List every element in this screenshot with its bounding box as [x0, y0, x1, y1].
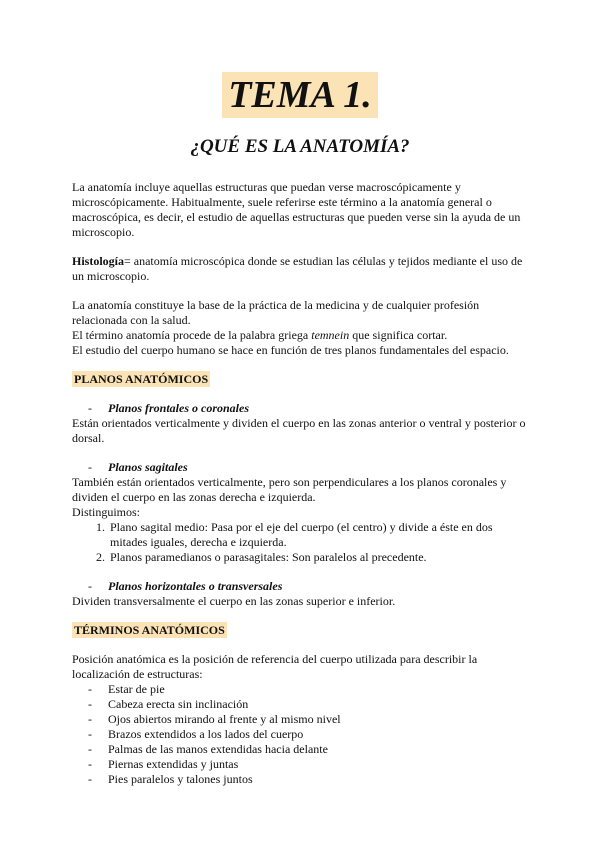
section-heading-terminos: TÉRMINOS ANATÓMICOS [74, 623, 225, 637]
horizontales-text: Dividen transversalmente el cuerpo en las zonas superior e inferior. [72, 594, 396, 608]
section-heading-planos: PLANOS ANATÓMICOS [74, 372, 209, 386]
list-item: - Cabeza erecta sin inclinación [88, 697, 532, 712]
list-item: 1. Plano sagital medio: Pasa por el eje del cuerpo (el centro) y divide a éste en dos mitades iguales, derecha e izquierda. [108, 520, 532, 550]
list-item: - Estar de pie [88, 682, 532, 697]
sagitales-list [72, 520, 532, 565]
sagitales-text: También están orientados verticalmente, pero son perpendiculares a los planos coronales y dividen el cuerpo en las zonas derecha e izquierda. [72, 475, 507, 504]
list-item: - Palmas de las manos extendidas hacia delante [88, 742, 532, 757]
frontales-text: Están orientados verticalmente y dividen el cuerpo en las zonas anterior o ventral y posterior o dorsal. [72, 416, 526, 445]
histologia-text: = anatomía microscópica donde se estudian las células y tejidos mediante el uso de un microscopio. [72, 254, 523, 283]
list-item: - Ojos abiertos mirando al frente y al mismo nivel [88, 712, 532, 727]
distinguimos-label: Distinguimos: [72, 505, 141, 519]
intro-paragraph: La anatomía incluye aquellas estructuras que puedan verse macroscópicamente y microscópicamente. Habitualmente, suele referirse este término a la anatomía general o macroscópica, es decir, el estudio de aquellas estructuras que pueden verse sin la ayuda de un microscopio. [72, 180, 521, 239]
histologia-term: Histología [72, 254, 125, 268]
terminos-text: Posición anatómica es la posición de referencia del cuerpo utilizada para describir la localización de estructuras: [72, 652, 478, 681]
base-line-1: La anatomía constituye la base de la práctica de la medicina y de cualquier profesión relacionada con la salud. [72, 298, 480, 327]
posicion-list [72, 682, 532, 787]
page-title: TEMA 1. [222, 72, 378, 118]
title-block [0, 72, 600, 118]
temnein-term: temnein [311, 328, 350, 342]
list-item: 2. Planos paramedianos o parasagitales: Son paralelos al precedente. [108, 550, 532, 565]
list-item: - Piernas extendidas y juntas [88, 757, 532, 772]
list-item: - Pies paralelos y talones juntos [88, 772, 532, 787]
page-subtitle: ¿QUÉ ES LA ANATOMÍA? [190, 136, 410, 157]
list-item: - Brazos extendidos a los lados del cuerpo [88, 727, 532, 742]
subheading-horizontales: - Planos horizontales o transversales [88, 579, 283, 593]
subheading-frontales: - Planos frontales o coronales [88, 401, 250, 415]
histologia-paragraph [72, 254, 532, 284]
subheading-sagitales: - Planos sagitales [88, 460, 188, 474]
base-line-3: El estudio del cuerpo humano se hace en función de tres planos fundamentales del espacio. [72, 343, 509, 357]
document-body [72, 180, 532, 787]
base-line-2: El término anatomía procede de la palabra griega temnein que significa cortar. [72, 328, 448, 342]
